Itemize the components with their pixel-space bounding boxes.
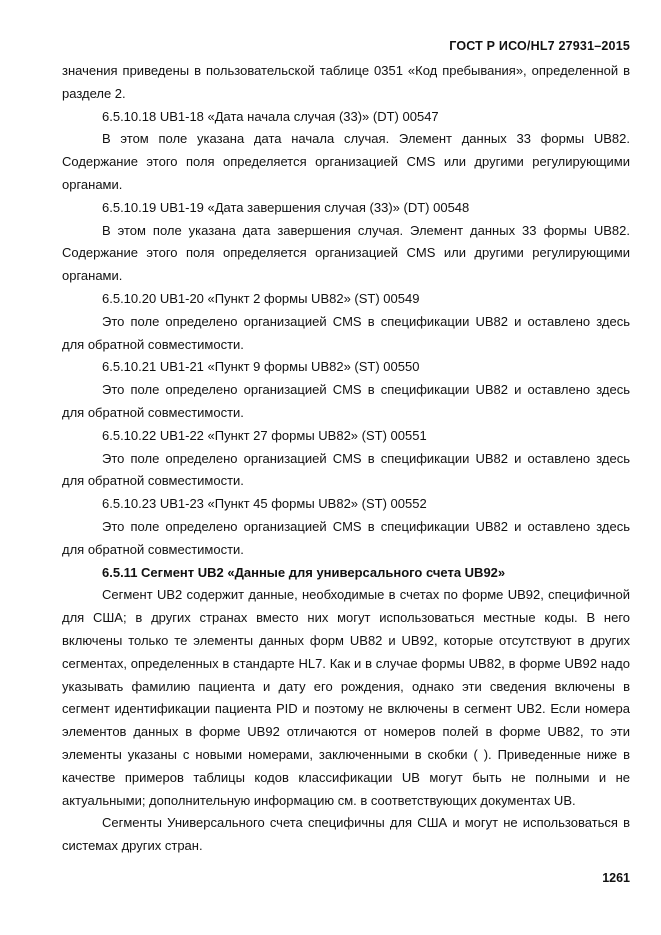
field-heading-ub1-23: 6.5.10.23 UB1-23 «Пункт 45 формы UB82» (ST) 00552 <box>102 496 427 512</box>
field-heading-ub1-20: 6.5.10.20 UB1-20 «Пункт 2 формы UB82» (ST) 00549 <box>102 290 420 306</box>
paragraph: В этом поле указана дата завершения случая. Элемент данных 33 формы UB82. Содержание этого поля определяется организацией CMS или другими регулирующими органами. <box>62 222 630 284</box>
field-heading-ub1-21: 6.5.10.21 UB1-21 «Пункт 9 формы UB82» (ST) 00550 <box>102 359 420 375</box>
section-heading-ub2: 6.5.11 Сегмент UB2 «Данные для универсального счета UB92» <box>102 564 506 580</box>
field-heading-ub1-22: 6.5.10.22 UB1-22 «Пункт 27 формы UB82» (ST) 00551 <box>102 427 427 443</box>
paragraph: Это поле определено организацией CMS в спецификации UB82 и оставлено здесь для обратной совместимости. <box>62 382 630 420</box>
paragraph: Сегмент UB2 содержит данные, необходимые в счетах по форме UB92, специфичной для США; в других странах вместо них могут использоваться местные коды. В него включены только те элементы данных форм UB82 и UB92, которые отсутствуют в других сегментах, определенных в стандарте HL7. Как и в случае формы UB82, в форме UB92 надо указывать фамилию пациента и дату его рождения, однако эти сведения включены в сегмент идентификации пациента PID и поэтому не включены в сегмент UB2. Если номера элементов данных в форме UB92 отличаются от номеров полей в форме UB82, то эти элементы указаны с новыми номерами, заключенными в скобки ( ). Приведенные ниже в качестве примеров таблицы кодов классификации UB могут быть не полными и не актуальными; дополнительную информацию см. в соответствующих документах UB. <box>62 587 630 808</box>
standard-header: ГОСТ Р ИСО/HL7 27931–2015 <box>449 39 630 53</box>
paragraph: Это поле определено организацией CMS в спецификации UB82 и оставлено здесь для обратной совместимости. <box>62 518 630 557</box>
paragraph: Сегменты Универсального счета специфичны для США и могут не использоваться в системах других стран. <box>62 815 630 854</box>
paragraph: Это поле определено организацией CMS в спецификации UB82 и оставлено здесь для обратной совместимости. <box>62 313 630 352</box>
paragraph: значения приведены в пользовательской таблице 0351 «Код пребывания», определенной в разделе 2. <box>62 63 630 101</box>
field-heading-ub1-18: 6.5.10.18 UB1-18 «Дата начала случая (33)» (DT) 00547 <box>102 108 439 124</box>
paragraph: Это поле определено организацией CMS в спецификации UB82 и оставлено здесь для обратной совместимости. <box>62 450 630 489</box>
page-number: 1261 <box>602 871 630 885</box>
paragraph: В этом поле указана дата начала случая. Элемент данных 33 формы UB82. Содержание этого поля определяется организацией CMS или другими регулирующими органами. <box>62 131 630 192</box>
field-heading-ub1-19: 6.5.10.19 UB1-19 «Дата завершения случая (33)» (DT) 00548 <box>102 199 470 215</box>
document-body <box>62 60 630 858</box>
